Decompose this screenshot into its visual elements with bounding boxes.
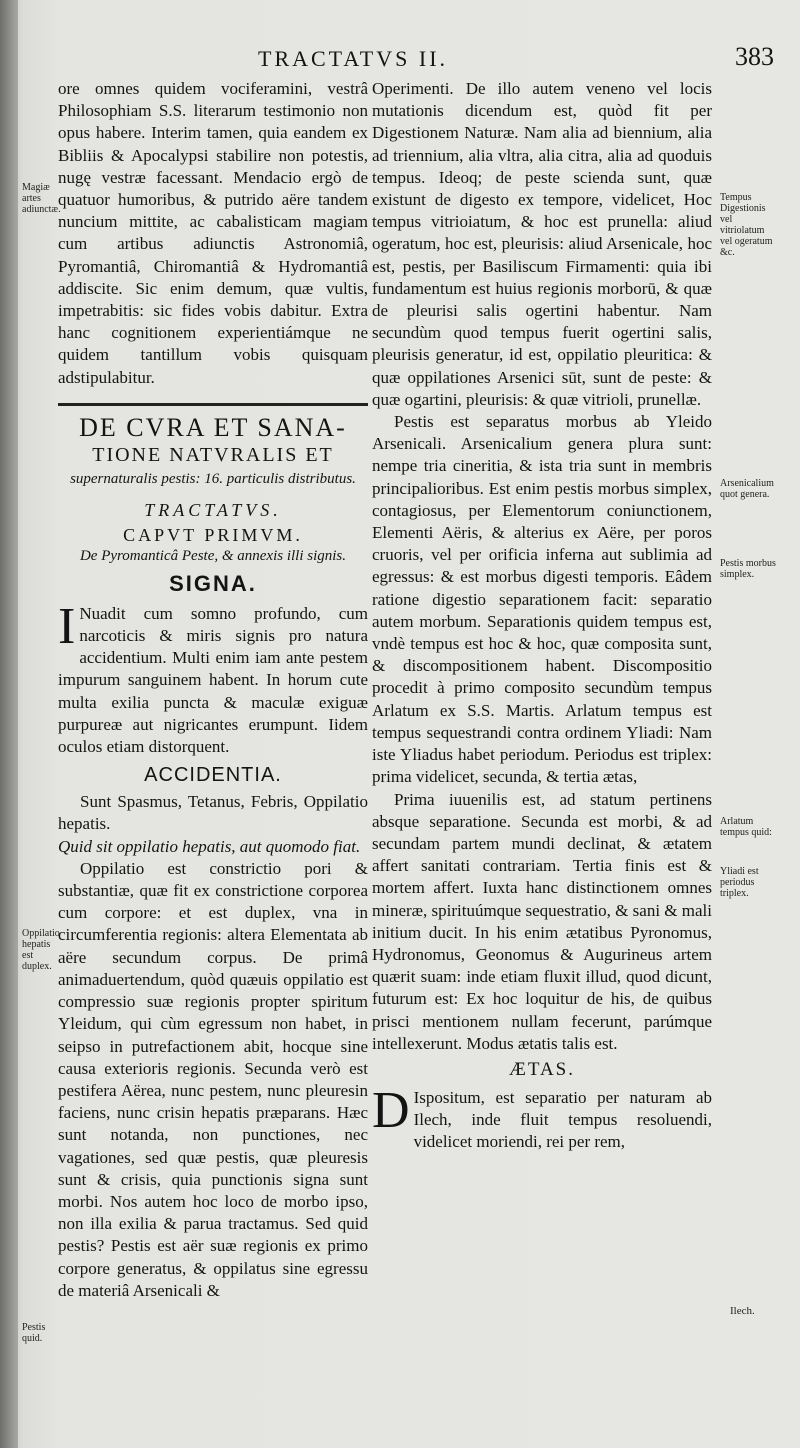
book-gutter	[0, 0, 18, 1448]
aetas-dropcap: D	[372, 1081, 410, 1139]
right-column	[372, 78, 712, 1154]
right-paragraph-2: Pestis est separatus morbus ab Yleido Arsenicali. Arsenicalium genera plura sunt: nempe tria cineritia, & ista tria sunt in membris principalioribus. Est enim pestis morbus simplex, contagiosus, per Elementorum coniunctionem, Elementi Aëris, & alterius ex Aëre, per poros cruoris, vel per orificia inferna aut sublimia ad egressus: & est morbus digesti temporis. Eâdem ratione digestio separationem facit: separatio autem morbum. Separationis quidem tempus est, vndè tempus est hoc & hoc, quæ composita sunt, & discompositionem habent. Discompositio procedit à primo composito secundùm tempus Arlatum ex S.S. Martis. Arlatum tempus est tempus sequestrandi contra ordinem Yliadi: Nam iste Yliadus habet periodum. Periodus est triplex: prima videlicet, secunda, & tertia ætas,	[372, 412, 712, 787]
marginal-note-arsenicalium: Arsenicalium quot genera.	[720, 478, 774, 500]
right-paragraph-3: Prima iuuenilis est, ad statum pertinens absque separatione. Secunda est morbi, & ad secundam partem mundi declinat, & ætatem affert sanitati contrariam. Tertia finis est & mortem affert. Iuxta hanc distinctionem omnes mineræ, spirituúmque sequestratio, & sani & mali initium ducit. In his enim ætatibus Pyronomus, Hydronomus, Geonomus & Augurineus artem quærit suam: inde etiam fluxit illud, quod dicunt, futurum est: Ex hoc loquitur de his, de quibus prisci mentionem nullam fecerunt, parúmque intellexerunt. Modus ætatis talis est.	[372, 789, 712, 1053]
page-number: 383	[735, 42, 774, 71]
marginal-note-oppilatio: Oppilatio hepatis est duplex.	[22, 928, 60, 972]
marginal-note-magiae: Magiæ artes adiunctæ.	[22, 182, 61, 215]
caput-label: CAPVT PRIMVM.	[123, 524, 303, 545]
marginal-note-tempus: Tempus Digestionis vel vitriolatum vel ogeratum &c.	[720, 192, 773, 258]
running-title: TRACTATVS II.	[258, 46, 449, 71]
marginal-note-ilech: Ilech.	[730, 1305, 755, 1317]
caput-subtitle: De Pyromanticâ Peste, & annexis illi signis.	[79, 547, 347, 564]
section-rule	[58, 403, 368, 406]
signa-paragraph	[58, 597, 368, 758]
left-paragraph-1: ore omnes quidem vociferamini, vestrâ Philosophiam S.S. literarum testimonio non opus habere. Interim tamen, quia eandem ex Bibliis & Apocalypsi stabilire non potestis, nugę vestræ facessant. Mendacio ergò de quatuor humoribus, & putrido aëre tandem nuncium mittite, ac cabalisticam magiam cum artibus adiunctis Astronomiâ, Pyromantiâ, Chiromantiâ & Hydromantiâ addiscite. Sic enim demum, quæ vultis, impetrabitis: sic fides vobis dabitur. Extra hanc cognitionem experientiámque ne quidem tantillum vobis quisquam adstipulabitur.	[58, 79, 368, 387]
marginal-note-pestis-simplex: Pestis morbus simplex.	[720, 558, 776, 580]
left-column	[58, 78, 368, 1302]
signa-heading: SIGNA.	[169, 570, 257, 596]
section-title-line3: supernaturalis pestis: 16. particulis distributus.	[70, 470, 356, 487]
oppilatio-paragraph: Oppilatio est constrictio pori & substantiæ, quæ fit ex constrictione corporea cum corpore: et est duplex, vna in circumferentia regionis: altera Elementata ab aëre secundum corpus. De primâ animaduertendum, quòd quæuis oppilatio est compressio suæ regionis propter spiritum Yleidum, qui cùm egressum non habet, in seipso in putrefactionem abit, hocque sine causa exterioris regionis. Secunda verò est pestifera Aërea, nunc pestem, nunc pleuresin faciens, nunc crisin hepatis præparans. Hæc sunt notanda, non punctiones, nec vagationes, sed quæ pestis, quæ pleuresis sunt & crisis, quia punctionis signa sunt morbi. Nos autem hoc loco de morbo ipso, non illa exilia & parua tractamus. Sed quid pestis? Pestis est aër suæ regionis ex primo corpore generatus, & oppilatus sine egressu de materiâ Arsenicali &	[58, 858, 368, 1300]
accidentia-heading: ACCIDENTIA.	[144, 764, 282, 787]
right-paragraph-1: Operimenti. De illo autem veneno vel locis mutationis dicendum est, quòd fit per Digestionem Naturæ. Nam alia ad biennium, alia ad triennium, alia vltra, alia citra, alia ad quoduis tempus. Ideoq; de peste scienda sunt, quæ existunt de digesto ex tempore, videlicet, Hoc tempus vitrioiatum, & hoc est prunella: aliud ogeratum, hoc est, pleurisis: aliud Arsenicale, hoc est, pestis, per Basiliscum Firmamenti: quia ibi fundamentum est huius regionis morborū, & quæ de pleurisi salis ogertini habentur. Nam secundùm quod tempus fuerit ogertini salis, pleurisis generatur, id est, oppilatio pleuritica: & quæ oppilationes Arsenici sūt, sunt de peste: & quæ ogartini, pleurisis: & quæ vitrioli, prunellæ.	[372, 79, 712, 409]
aetas-paragraph	[372, 1081, 712, 1154]
marginal-note-yliadi: Yliadi est periodus triplex.	[720, 866, 759, 899]
aetas-text: Ispositum, est separatio per naturam ab Ilech, inde fluit tempus resoluendi, videlicet moriendi, rei per rem,	[413, 1087, 712, 1152]
section-title-line2: TIONE NATVRALIS ET	[92, 443, 334, 466]
page-header	[0, 42, 800, 82]
marginal-note-pestis-quid: Pestis quid.	[22, 1322, 46, 1344]
accidentia-text: Sunt Spasmus, Tetanus, Febris, Oppilatio hepatis.	[58, 792, 368, 834]
tractatus-label: TRACTATVS.	[144, 499, 282, 520]
aetas-heading: ÆTAS.	[508, 1058, 576, 1080]
signa-text: Nuadit cum somno profundo, cum narcoticis & miris signis pro natura accidentium. Multi enim iam ante pestem impurum sanguinem habent. In horum cute multa exilia puncta & maculæ exiguæ purpureæ aut nigricantes erumpunt. Iidem oculos etiam distorquent.	[58, 603, 368, 757]
signa-dropcap: I	[58, 597, 76, 655]
section-title-line1: DE CVRA ET SANA-	[79, 412, 347, 442]
marginal-note-arlatum: Arlatum tempus quid:	[720, 816, 772, 838]
oppilatio-question: Quid sit oppilatio hepatis, aut quomodo fiat.	[58, 836, 361, 856]
